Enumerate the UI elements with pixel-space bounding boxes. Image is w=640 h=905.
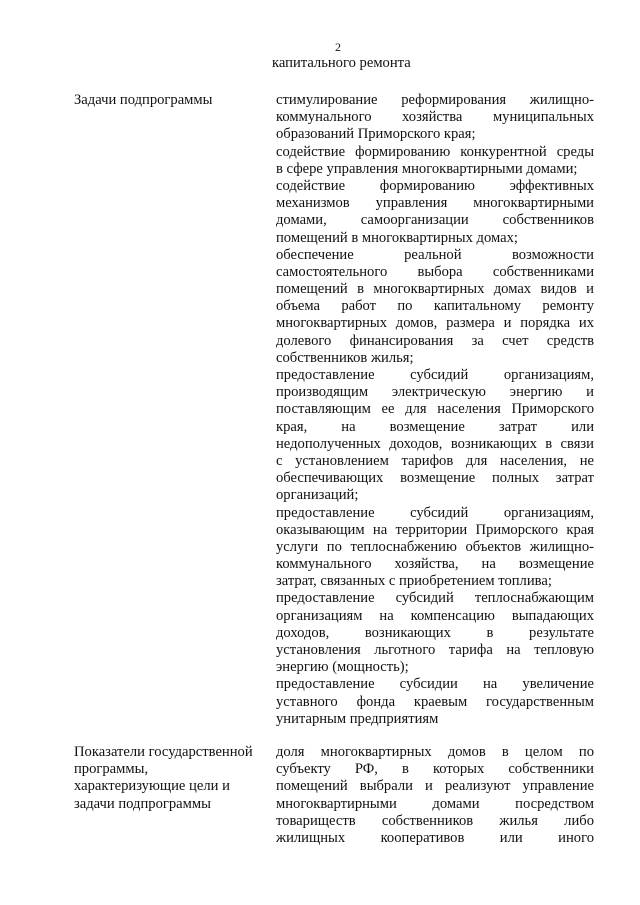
label-line: задачи подпрограммы	[74, 795, 211, 812]
description-line: доходов, возникающих в результате	[276, 624, 594, 641]
description-line: субъекту РФ, в которых собственники	[276, 761, 594, 778]
description-line: производящим электрическую энергию и	[276, 384, 594, 401]
description-line: самостоятельного выбора собственниками	[276, 263, 594, 280]
description-line: края, на возмещение затрат или	[276, 418, 594, 435]
description-line: затрат, связанных с приобретением топлива;	[276, 573, 552, 590]
row-indicators-description	[276, 744, 594, 847]
row-tasks-label	[74, 92, 270, 109]
description-line: доля многоквартирных домов в целом по	[276, 744, 594, 760]
description-line: обеспечение реальной возможности	[276, 246, 594, 263]
description-line: многоквартирных домов, размера и порядка их	[276, 315, 594, 332]
label-line: программы,	[74, 761, 149, 778]
label-line: Показатели государственной	[74, 744, 253, 760]
description-line: в сфере управления многоквартирными домами;	[276, 160, 578, 177]
description-line: предоставление субсидии на увеличение	[276, 676, 594, 693]
description-line: содействие формированию конкурентной среды	[276, 143, 594, 160]
description-line: коммунального хозяйства муниципальных	[276, 109, 594, 126]
description-line: уставного фонда краевым государственным	[276, 693, 594, 710]
description-line: образований Приморского края;	[276, 126, 476, 143]
description-line: собственников жилья;	[276, 349, 414, 366]
description-line: объема работ по капитальному ремонту	[276, 298, 594, 315]
page-number: 2	[335, 40, 341, 54]
description-line: недополученных доходов, возникающих в связи	[276, 435, 594, 452]
label-line: Задачи подпрограммы	[74, 92, 213, 108]
description-line: помещений в многоквартирных домах видов и	[276, 281, 594, 298]
row-tasks-description	[276, 92, 594, 728]
description-line: установления льготного тарифа на тепловую	[276, 642, 594, 658]
description-line: поставляющим ее для населения Приморского	[276, 401, 594, 418]
description-line: содействие формированию эффективных	[276, 177, 594, 194]
header-continuation: капитального ремонта	[272, 55, 411, 71]
description-line: предоставление субсидий теплоснабжающим	[276, 590, 594, 607]
description-line: долевого финансирования за счет средств	[276, 332, 594, 349]
description-line: помещений в многоквартирных домах;	[276, 229, 518, 246]
label-line: характеризующие цели и	[74, 778, 230, 795]
description-line: обеспечивающих возмещение полных затрат	[276, 470, 594, 487]
description-line: энергию (мощность);	[276, 659, 409, 676]
description-line: стимулирование реформирования жилищно-	[276, 92, 594, 108]
description-line: предоставление субсидий организациям,	[276, 504, 594, 521]
description-line: предоставление субсидий организациям,	[276, 367, 594, 383]
description-line: товариществ собственников жилья либо	[276, 812, 594, 829]
description-line: с установлением тарифов для населения, не	[276, 452, 594, 469]
description-line: оказывающим на территории Приморского края	[276, 521, 594, 538]
description-line: унитарным предприятиям	[276, 710, 439, 727]
row-indicators-label	[74, 744, 270, 813]
description-line: организациям на компенсацию выпадающих	[276, 607, 594, 624]
description-line: коммунального хозяйства, на возмещение	[276, 556, 594, 573]
description-line: жилищных кооперативов или иного	[276, 829, 594, 846]
description-line: помещений выбрали и реализуют управление	[276, 778, 594, 795]
description-line: услуги по теплоснабжению объектов жилищно-	[276, 538, 594, 555]
description-line: домами, самоорганизации собственников	[276, 212, 594, 229]
description-line: механизмов управления многоквартирными	[276, 195, 594, 212]
description-line: организаций;	[276, 487, 359, 504]
description-line: многоквартирными домами посредством	[276, 795, 594, 812]
